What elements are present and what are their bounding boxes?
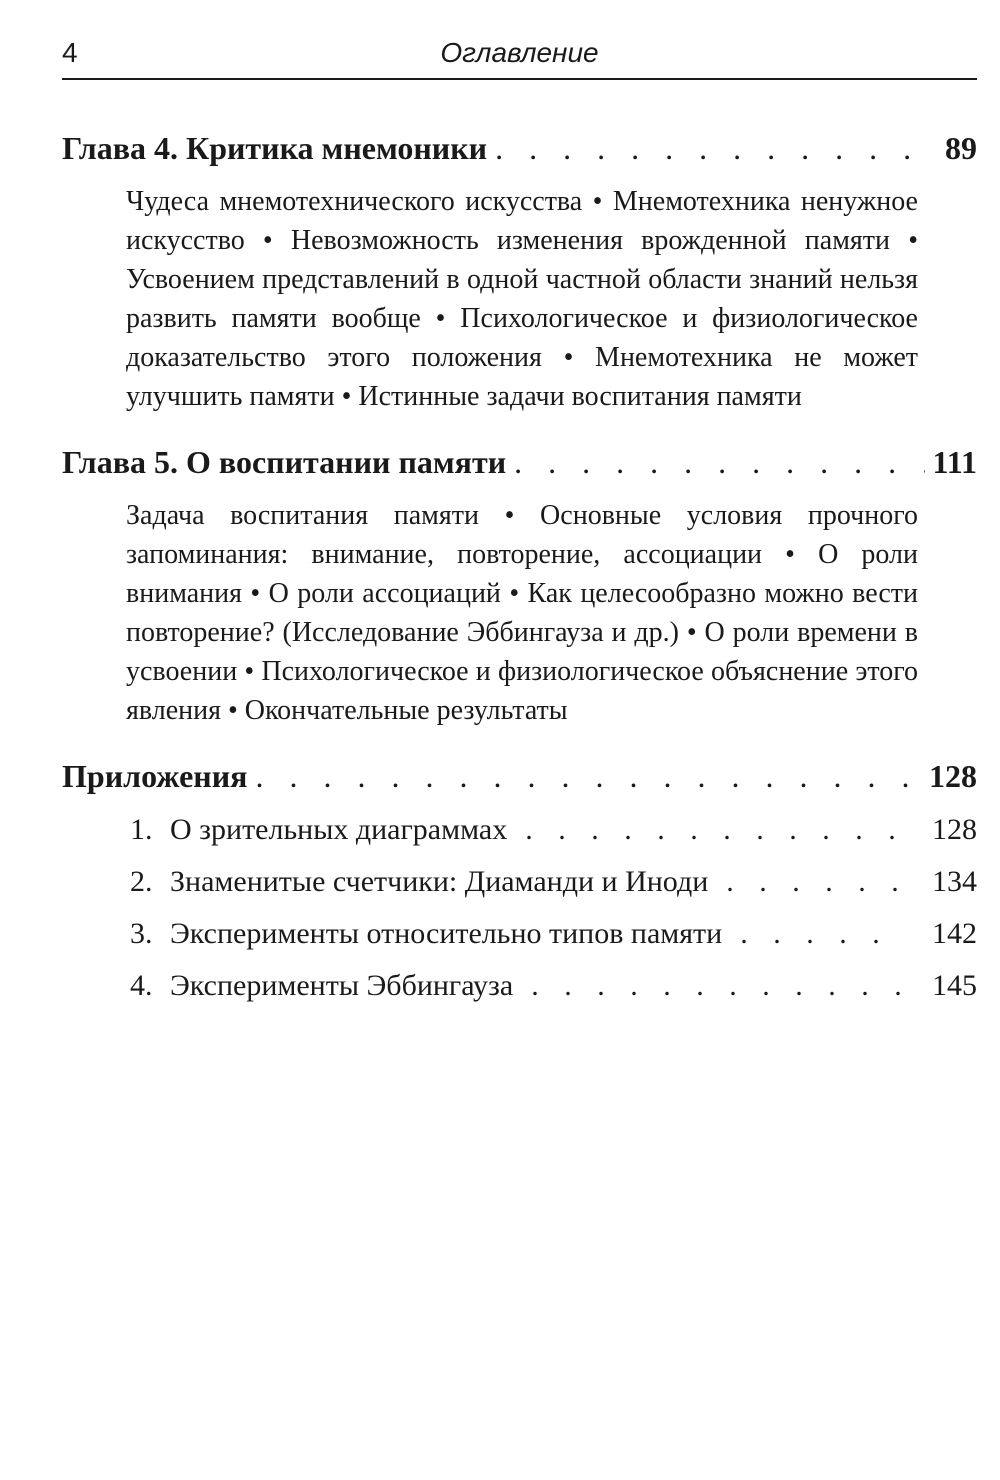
- appendices-page-number: 128: [929, 758, 977, 794]
- dot-leader: [495, 128, 937, 168]
- appendix-page-number: 145: [932, 969, 977, 1002]
- appendix-title: Эксперименты относительно типов памяти: [170, 917, 723, 950]
- appendix-number: 4.: [130, 969, 153, 1002]
- dot-leader: [726, 856, 905, 908]
- appendix-item: [62, 960, 977, 1012]
- chapter-summary: Чудеса мнемотехнического искусства • Мнемотехника ненужное искусство • Невозможность изменения врожденной памяти • Усвоением представлений в одной частной области знаний нельзя развить памяти вообще • Психологическое и физиологическое доказательство этого положения • Мнемотехника не может улучшить памяти • Истинные задачи воспитания памяти: [126, 186, 918, 412]
- appendix-number: 1.: [130, 813, 153, 846]
- appendix-page-number: 142: [932, 917, 977, 950]
- toc-entry-heading: [62, 128, 977, 168]
- dot-leader: [255, 756, 921, 796]
- appendix-item: [62, 856, 977, 908]
- running-title: Оглавление: [440, 37, 599, 68]
- table-of-contents: [62, 128, 977, 1012]
- appendix-title: Знаменитые счетчики: Диаманди и Иноди: [170, 865, 709, 898]
- appendix-page-number: 128: [932, 813, 977, 846]
- appendix-number: 2.: [130, 865, 153, 898]
- appendices-title: Приложения: [62, 758, 248, 794]
- toc-entry-heading: [62, 442, 977, 482]
- appendix-list: [62, 804, 977, 1012]
- toc-entry-heading: [62, 756, 977, 796]
- chapter-page-number: 89: [945, 130, 977, 166]
- dot-leader: [525, 804, 905, 856]
- appendix-title: Эксперименты Эббингауза: [170, 969, 514, 1002]
- appendix-item: [62, 804, 977, 856]
- toc-entry-appendices: [62, 756, 977, 1012]
- dot-leader: [531, 960, 905, 1012]
- appendix-number: 3.: [130, 917, 153, 950]
- toc-entry-chapter-5: [62, 442, 977, 730]
- dot-leader: [514, 442, 924, 482]
- chapter-page-number: 111: [932, 444, 977, 480]
- page-number: 4: [62, 37, 78, 68]
- chapter-summary: Задача воспитания памяти • Основные условия прочного запоминания: внимание, повторение, ассоциации • О роли внимания • О роли ассоциаций • Как целесообразно можно вести повторение? (Исследование Эббингауза и др.) • О роли времени в усвоении • Психологическое и физиологическое объяснение этого явления • Окончательные результаты: [126, 500, 918, 726]
- toc-entry-chapter-4: [62, 128, 977, 416]
- header-rule: [62, 78, 977, 80]
- appendix-title: О зрительных диаграммах: [170, 813, 508, 846]
- appendix-item: [62, 908, 977, 960]
- chapter-title: Глава 5. О воспитании памяти: [62, 444, 507, 480]
- appendix-page-number: 134: [932, 865, 977, 898]
- chapter-title: Глава 4. Критика мнемоники: [62, 130, 488, 166]
- running-header: [62, 36, 977, 76]
- dot-leader: [740, 908, 905, 960]
